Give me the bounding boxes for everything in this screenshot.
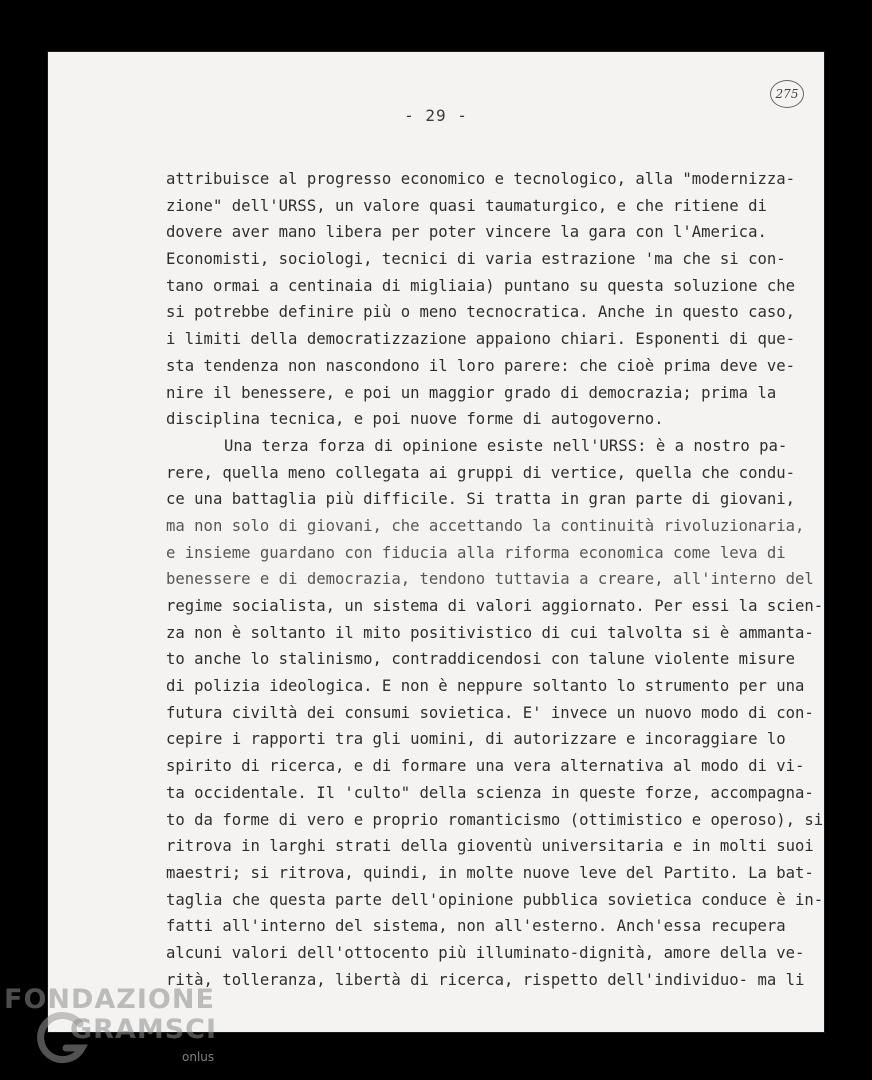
text-line: tano ormai a centinaia di migliaia) puntano su questa soluzione che: [166, 276, 796, 295]
text-line: maestri; si ritrova, quindi, in molte nuove leve del Partito. La bat-: [166, 863, 814, 882]
typewritten-body: [166, 166, 824, 993]
page-number: - 29 -: [404, 106, 468, 125]
document-page: [48, 52, 824, 1032]
text-line: Economisti, sociologi, tecnici di varia estrazione 'ma che si con-: [166, 250, 786, 269]
text-line: dovere aver mano libera per poter vincere la gara con l'America.: [166, 223, 767, 242]
text-line: si potrebbe definire più o meno tecnocratica. Anche in questo caso,: [166, 303, 796, 322]
text-line: taglia che questa parte dell'opinione pubblica sovietica conduce è in-: [166, 890, 824, 909]
text-line: attribuisce al progresso economico e tecnologico, alla "modernizza-: [166, 170, 796, 188]
text-line: alcuni valori dell'ottocento più illuminato-dignità, amore della ve-: [166, 943, 805, 962]
text-line: rere, quella meno collegata ai gruppi di vertice, quella che condu-: [166, 463, 796, 482]
text-line: fatti all'interno del sistema, non all'esterno. Anch'essa recupera: [166, 917, 786, 936]
archive-stamp-number: 275: [770, 80, 804, 108]
text-line: za non è soltanto il mito positivistico di cui talvolta si è ammanta-: [166, 623, 814, 642]
text-line: e insieme guardano con fiducia alla riforma economica come leva di: [166, 543, 786, 562]
text-line: regime socialista, un sistema di valori aggiornato. Per essi la scien-: [166, 597, 824, 615]
text-line: futura civiltà dei consumi sovietica. E' invece un nuovo modo di con-: [166, 703, 814, 722]
text-line: ce una battaglia più difficile. Si tratta in gran parte di giovani,: [166, 490, 796, 509]
text-line: rità, tolleranza, libertà di ricerca, rispetto dell'individuo- ma li: [166, 970, 805, 989]
watermark-line2: GRAMSCI: [70, 1014, 218, 1045]
text-line: nire il benessere, e poi un maggior grado di democrazia; prima la: [166, 383, 777, 402]
text-line: to da forme di vero e proprio romanticismo (ottimistico e operoso), si: [166, 810, 824, 829]
watermark-suffix: onlus: [182, 1050, 215, 1064]
text-line: i limiti della democratizzazione appaiono chiari. Esponenti di que-: [166, 330, 796, 349]
text-line: ta occidentale. Il 'culto" della scienza in queste forze, accompagna-: [166, 783, 814, 802]
text-line: zione" dell'URSS, un valore quasi taumaturgico, e che ritiene di: [166, 196, 767, 215]
text-line: cepire i rapporti tra gli uomini, di autorizzare e incoraggiare lo: [166, 730, 786, 749]
text-line: ma non solo di giovani, che accettando la continuità rivoluzionaria,: [166, 516, 805, 535]
watermark-line1: FONDAZIONE: [4, 984, 215, 1015]
text-line: benessere e di democrazia, tendono tuttavia a creare, all'interno del: [166, 570, 814, 589]
text-line: di polizia ideologica. E non è neppure soltanto lo strumento per una: [166, 677, 805, 696]
text-line: sta tendenza non nascondono il loro parere: che cioè prima deve ve-: [166, 356, 796, 375]
text-line: disciplina tecnica, e poi nuove forme di autogoverno.: [166, 410, 664, 429]
text-line: to anche lo stalinismo, contraddicendosi con talune violente misure: [166, 650, 796, 669]
paragraph-start-line: Una terza forza di opinione esiste nell'URSS: è a nostro pa-: [224, 436, 788, 455]
text-line: spirito di ricerca, e di formare una vera alternativa al modo di vi-: [166, 757, 805, 776]
text-line: ritrova in larghi strati della gioventù universitaria e in molti suoi: [166, 837, 814, 856]
